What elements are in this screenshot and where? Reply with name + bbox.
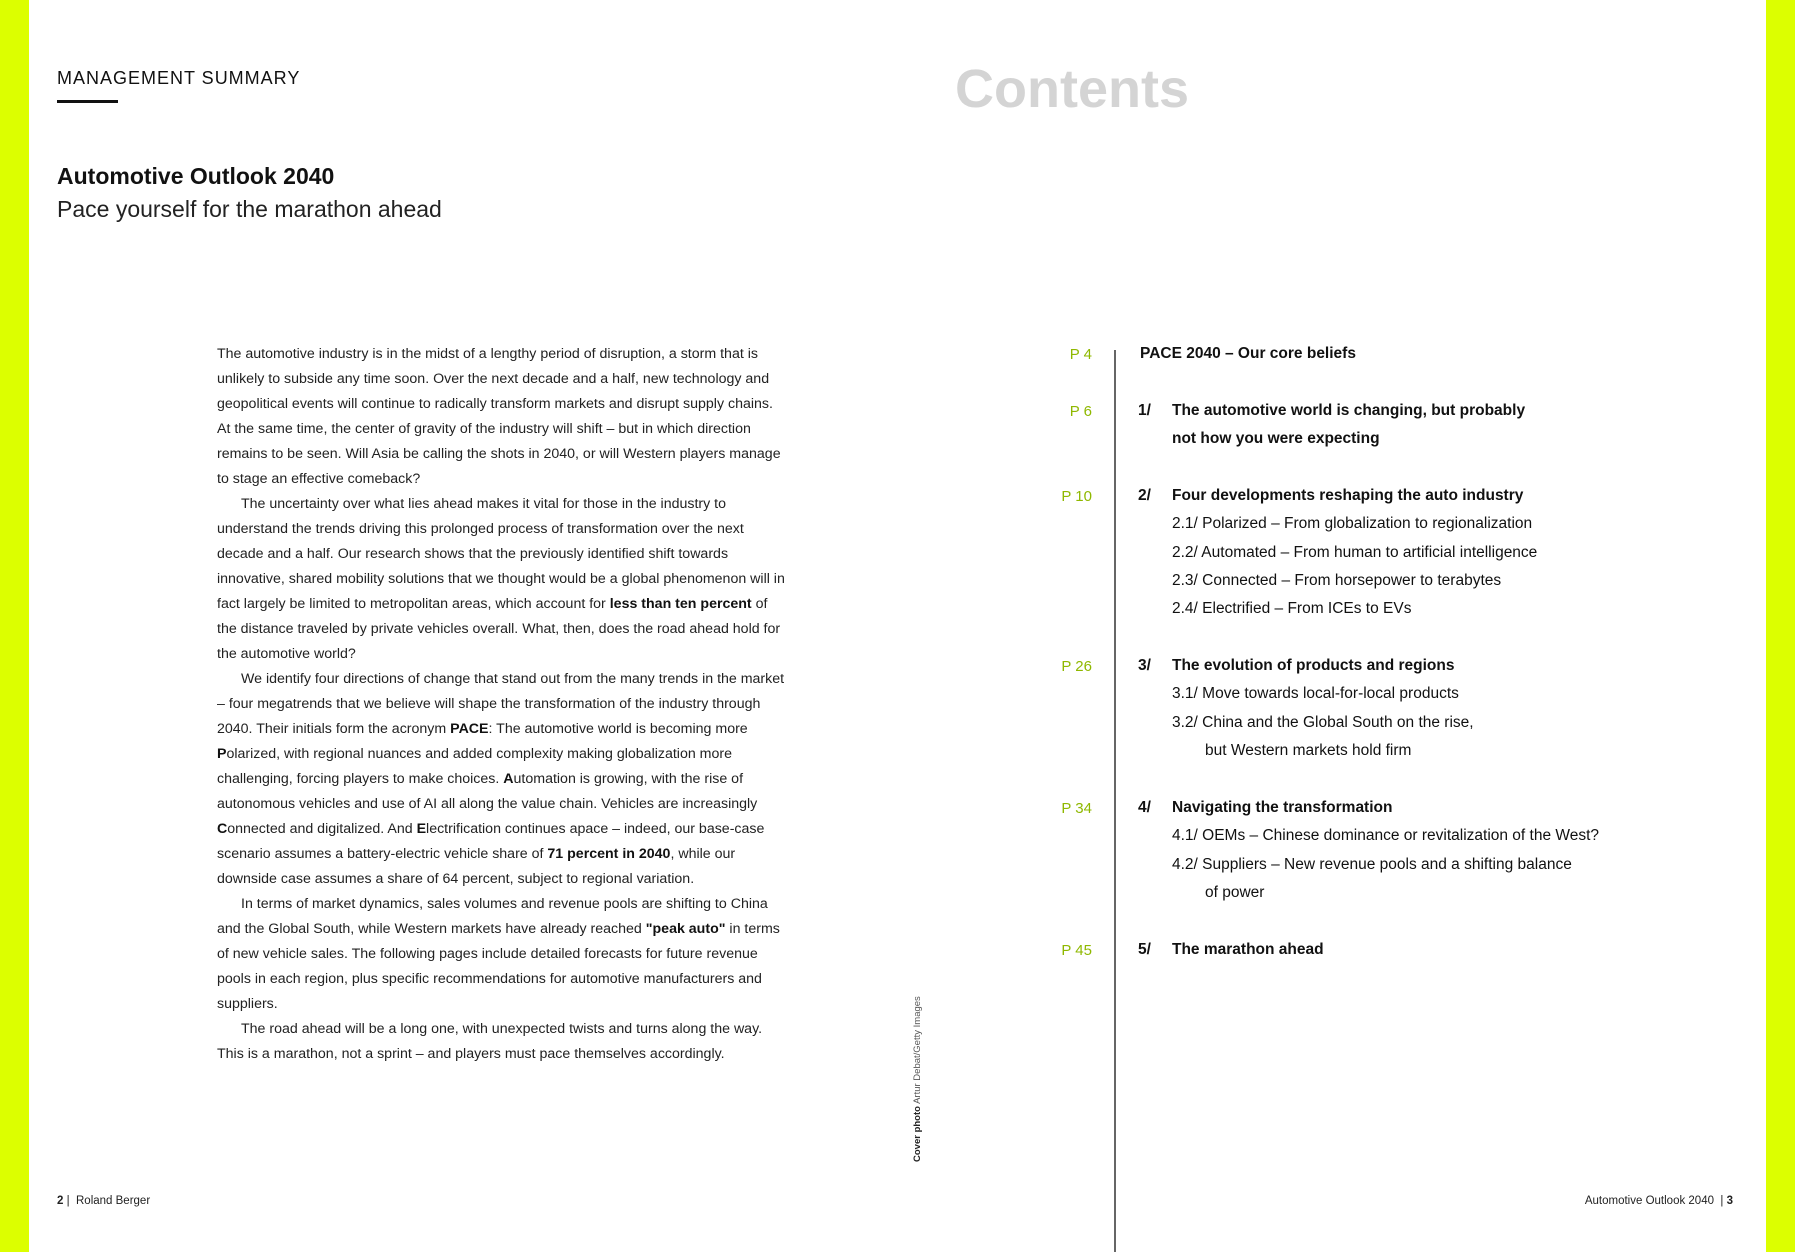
paragraph-1: The automotive industry is in the midst of a lengthy period of disruption, a storm that is unlikely to subside any time soon. Over the next decade and a half, new technology and geopolitical events will continue to radically transform markets and disrupt supply chains. At the same time, the center of gravity of the industry will shift – but in which direction remains to be seen. Will Asia be calling the shots in 2040, or will Western players manage to stage an effective comeback? [217,346,781,487]
left-accent-edge [0,0,29,1252]
contents-title: Contents [955,59,1189,119]
section-label: MANAGEMENT SUMMARY [57,68,301,88]
contents-divider [1114,350,1116,1252]
toc-page-number: P 6 [1069,403,1092,420]
toc-page-number: P 45 [1061,942,1092,959]
toc-subentry-2-3[interactable]: 2.3/ Connected – From horsepower to terabytes [1172,572,1502,589]
emphasis-text: 71 percent in 2040 [547,846,671,862]
toc-chapter-number: 5/ [1138,941,1151,958]
footer-brand: Roland Berger [76,1195,151,1207]
paragraph-3: We identify four directions of change that stand out from the many trends in the market – four megatrends that we believe will shape the transformation of the industry through 2040. Their initials form the acronym PACE: The automotive world is becoming more Polarized, with regional nuances and added complexity making globalization more challenging, forcing players to make choices. Automation is growing, with the rise of autonomous vehicles and use of AI all along the value chain. Vehicles are increasingly Connected and digitalized. And Electrification continues apace – indeed, our base-case scenario assumes a battery-electric vehicle share of 71 percent in 2040, while our downside case assumes a share of 64 percent, subject to regional variation. [217,671,785,887]
toc-entry-chapter-2[interactable]: Four developments reshaping the auto industry [1172,487,1524,504]
toc-subentry-2-2[interactable]: 2.2/ Automated – From human to artificial intelligence [1172,544,1538,561]
page-number: 3 [1726,1195,1733,1207]
toc-entry-chapter-5[interactable]: The marathon ahead [1172,941,1324,958]
toc-entry-chapter-3[interactable]: The evolution of products and regions [1172,657,1455,674]
page-number: 2 [57,1195,64,1207]
toc-subentry-4-2[interactable]: 4.2/ Suppliers – New revenue pools and a shifting balance [1172,856,1572,873]
toc-subentry-4-1[interactable]: 4.1/ OEMs – Chinese dominance or revitalization of the West? [1172,827,1600,844]
right-accent-edge [1766,0,1795,1252]
toc-subentry-3-2-cont[interactable]: but Western markets hold firm [1205,742,1412,759]
toc-subentry-4-2-cont[interactable]: of power [1205,884,1265,901]
footer-title: Automotive Outlook 2040 [1584,1195,1714,1207]
paragraph-4: In terms of market dynamics, sales volumes and revenue pools are shifting to China and the Global South, while Western markets have already reached "peak auto" in terms of new vehicle sales. The following pages include detailed forecasts for future revenue pools in each region, plus specific recommendations for automotive manufacturers and suppliers. [217,896,780,1012]
toc-subentry-2-4[interactable]: 2.4/ Electrified – From ICEs to EVs [1172,600,1412,617]
section-underline [57,100,118,103]
paragraph-2: The uncertainty over what lies ahead makes it vital for those in the industry to understand the trends driving this prolonged process of transformation over the next decade and a half. Our research shows that the previously identified shift towards innovative, shared mobility solutions that we thought would be a global phenomenon will in fact largely be limited to metropolitan areas, which account for less than ten percent of the distance traveled by private vehicles overall. What, then, does the road ahead hold for the automotive world? [217,496,785,662]
emphasis-text: "peak auto" [645,921,726,937]
toc-chapter-number: 3/ [1138,657,1151,674]
toc-chapter-number: 4/ [1138,799,1151,816]
toc-chapter-number: 1/ [1138,402,1151,419]
photo-credit: Cover photo Artur Debat/Getty Images [912,996,923,1162]
footer-left: 2 | Roland Berger [57,1195,151,1207]
toc-entry-chapter-1-cont[interactable]: not how you were expecting [1172,430,1380,447]
summary-body [217,342,789,1067]
document-subtitle: Pace yourself for the marathon ahead [57,196,442,222]
toc-entry-chapter-4[interactable]: Navigating the transformation [1172,799,1393,816]
toc-page-number: P 4 [1069,346,1092,363]
toc-subentry-3-2[interactable]: 3.2/ China and the Global South on the rise, [1172,714,1474,731]
toc-entry-chapter-1[interactable]: The automotive world is changing, but probably [1172,402,1526,419]
toc-page-number: P 34 [1061,800,1092,817]
footer-right: Automotive Outlook 2040 | 3 [1584,1195,1733,1207]
toc-page-number: P 10 [1061,488,1092,505]
document-title: Automotive Outlook 2040 [57,163,335,189]
paragraph-5: The road ahead will be a long one, with unexpected twists and turns along the way. This is a marathon, not a sprint – and players must pace themselves accordingly. [217,1021,763,1062]
toc-chapter-number: 2/ [1138,487,1151,504]
toc-subentry-3-1[interactable]: 3.1/ Move towards local-for-local products [1172,685,1459,702]
toc-entry-pace[interactable]: PACE 2040 – Our core beliefs [1140,345,1356,362]
emphasis-text: less than ten percent [609,596,752,612]
toc-subentry-2-1[interactable]: 2.1/ Polarized – From globalization to regionalization [1172,515,1533,532]
toc-page-number: P 26 [1061,658,1092,675]
